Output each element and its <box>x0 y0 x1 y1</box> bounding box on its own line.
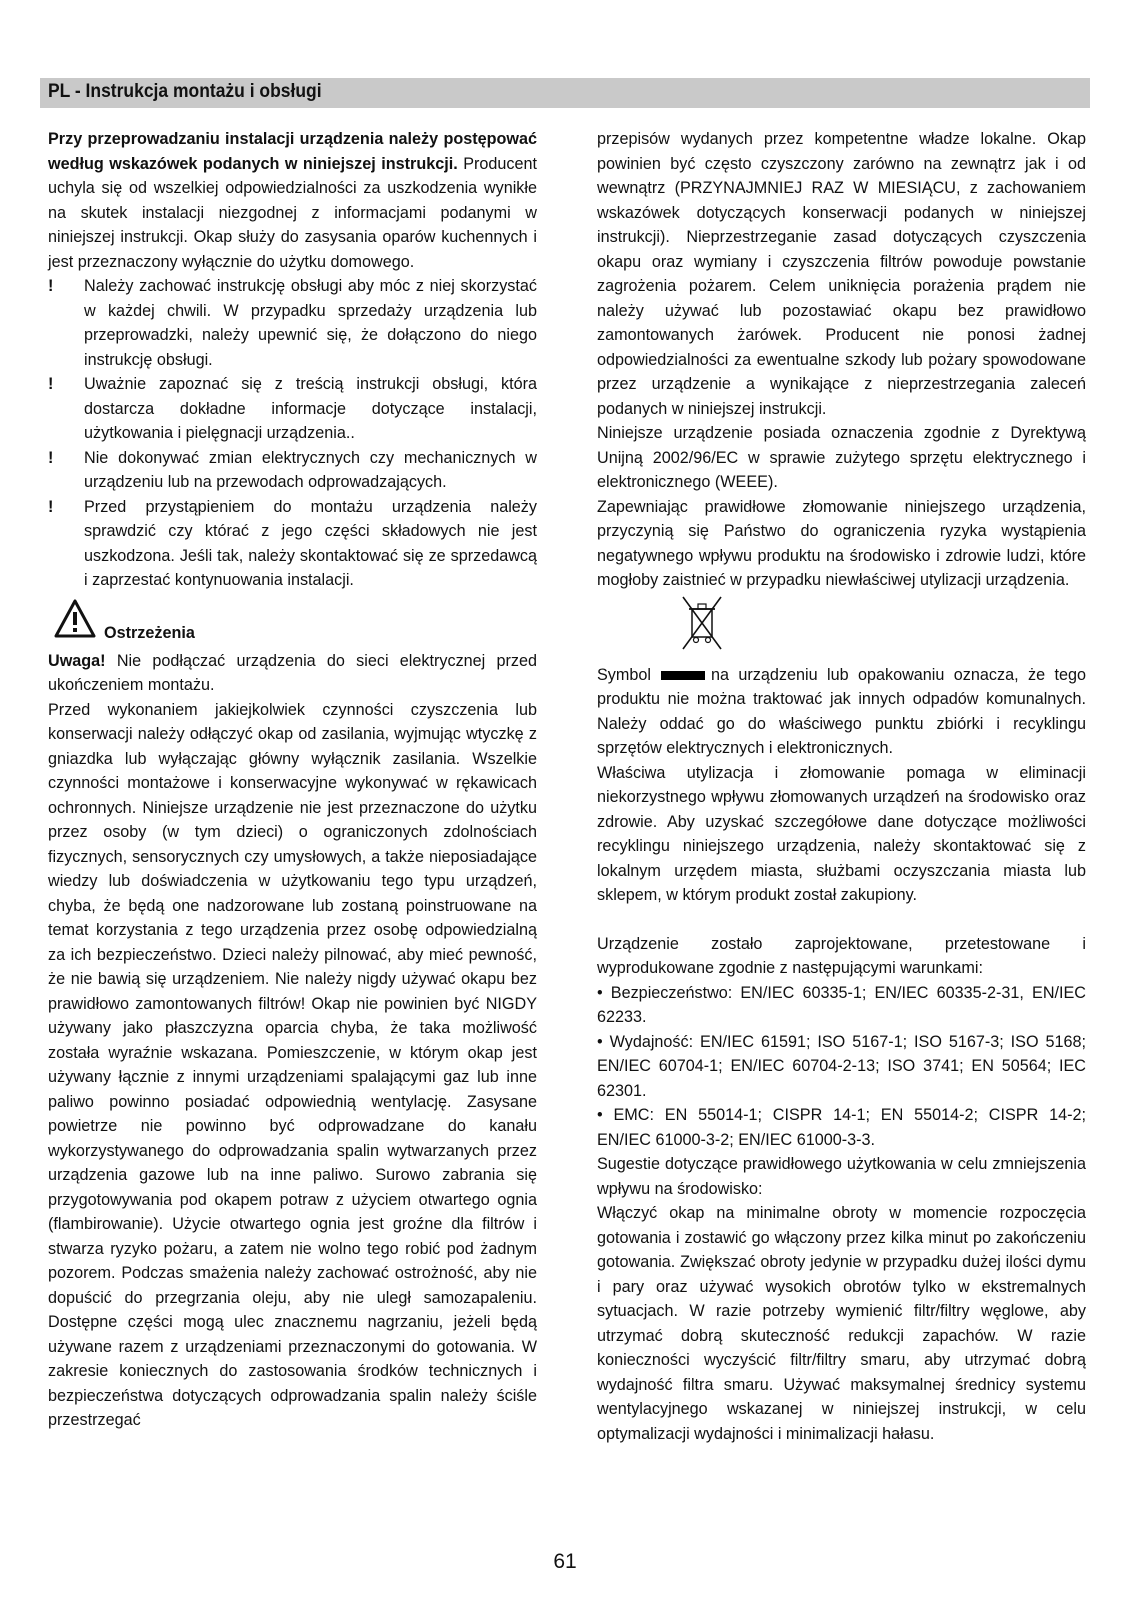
weee-paragraph: Niniejsze urządzenie posiada oznaczenia zgodnie z Dyrektywą Unijną 2002/96/EC w sprawie zużytego sprzętu elektrycznego i elektronicznego (WEEE). <box>597 424 1086 491</box>
bullet-item <box>48 446 537 495</box>
bullet-text: Przed przystąpieniem do montażu urządzenia należy sprawdzić czy którać z jego części składowych nie jest uszkodzona. Jeśli tak, należy skontaktować się ze sprzedawcą i zaprzestać kontynuowania instalacji. <box>84 497 537 589</box>
eco-suggestions-text: Włączyć okap na minimalne obroty w momencie rozpoczęcia gotowania i zostawić go włączony przez kilka minut po zakończeniu gotowania. Zwiększać obroty jedynie w przypadku dużej ilości dymu i pary oraz używać wysokich obrotów tylko w ekstremalnych sytuacjach. W razie potrzeby wymienić filtr/filtry węglowe, aby utrzymać dobrą skuteczność redukcji zapachów. W razie konieczności wyczyścić filtr/filtry smaru, aby utrzymać dobrą wydajność filtra smaru. Używać maksymalnej średnicy systemu wentylacyjnego wskazanej w niniejszej instrukcji, w celu optymalizacji wydajności i minimalizacji hałasu. <box>597 1204 1086 1443</box>
uwaga-paragraph <box>48 649 537 698</box>
warnings-body: Przed wykonaniem jakiejkolwiek czynności czyszczenia lub konserwacji należy odłączyć okap od zasilania, wyjmując wtyczkę z gniazdka lub wyłączając główny wyłącznik zasilania. Wszelkie czynności montażowe i konserwacyjne wykonywać w rękawicach ochronnych. Niniejsze urządzenie nie jest przeznaczone do użytku przez osoby (w tym dzieci) o ograniczonych zdolnościach fizycznych, sensorycznych czy umysłowych, a także nieposiadające wiedzy lub doświadczenia w użytkowaniu tego typu urządzeń, chyba, że będą one nadzorowane lub zostaną poinstruowane na temat korzystania z tego urządzenia przez osobę odpowiedzialną za ich bezpieczeństwo. Dzieci należy pilnować, aby mieć pewność, że nie bawią się urządzeniem. Nie należy nigdy używać okapu bez prawidłowo zamontowanych filtrów! Okap nie powinien być NIGDY używany jako płaszczyzna oparcia chyba, że taka możliwość została wyraźnie wskazana. Pomieszczenie, w którym okap jest używany łącznie z innymi urządzeniami spalającymi gaz lub inne paliwo powinno posiadać odpowiednią wentylację. Zasysane powietrze nie powinno być odprowadzane do kanału wykorzystywanego do odprowadzania spalin wytwarzanych przez urządzenia gazowe lub na inne paliwo. Surowo zabrania się przygotowywania pod okapem potraw z użyciem otwartego ognia (flambirowanie). Użycie otwartego ognia jest groźne dla filtrów i stwarza ryzyko pożaru, a zatem nie wolno tego robić pod żadnym pozorem. Podczas smażenia należy zachować ostrożność, aby nie dopuścić do przegrzania oleju, aby nie uległ samozapaleniu. Dostępne części mogą ulec znacznemu nagrzaniu, jeżeli będą używane razem z urządzeniami przeznaczonymi do gotowania. W zakresie koniecznych do zastosowania środków technicznych i bezpieczeństwa dotyczących odprowadzania spalin należy ściśle przestrzegać <box>48 700 537 1429</box>
page-number: 61 <box>553 1550 577 1573</box>
symbol-text: na urządzeniu lub opakowaniu oznacza, że tego produktu nie można traktować jak innych odpadów komunalnych. Należy oddać go do właściwego punktu zbiórki i recyklingu sprzętów elektrycznych i elektronicznych. <box>597 665 1086 757</box>
warnings-title: Ostrzeżenia <box>104 623 195 642</box>
page-title: PL - Instrukcja montażu i obsługi <box>48 81 322 102</box>
intro-bold-text: Przy przeprowadzaniu instalacji urządzenia należy postępować według wskazówek podanych w niniejszej instrukcji. <box>48 130 537 173</box>
conformity-paragraph: Urządzenie zostało zaprojektowane, przetestowane i wyprodukowane zgodnie z następującymi warunkami: <box>597 934 1086 977</box>
uwaga-label: Uwaga! <box>48 651 106 670</box>
bullet-text: Nie dokonywać zmian elektrycznych czy mechanicznych w urządzeniu lub na przewodach odprowadzających. <box>84 448 537 491</box>
symbol-paragraph <box>597 663 1086 761</box>
crossed-out-bin-icon <box>679 595 725 655</box>
exclamation-mark: ! <box>48 497 54 516</box>
spacer <box>597 908 1086 932</box>
disposal-paragraph: Zapewniając prawidłowe złomowanie niniejszego urządzenia, przyczynią się Państwo do ograniczenia ryzyka wystąpienia negatywnego wpływu produktu na środowisko i zdrowie ludzi, które mogłoby zaistnieć w przypadku niewłaściwej utylizacji urządzenia. <box>597 497 1086 589</box>
recycling-paragraph: Właściwa utylizacja i złomowanie pomaga w eliminacji niekorzystnego wpływu złomowanych urządzeń na środowisko oraz zdrowie. Aby uzyskać szczegółowe dane dotyczące możliwości recyklingu niniejszego urządzenia, należy skontaktować się z lokalnym urzędem miasta, służbami oczyszczania miasta lub sklepem, w którym produkt został zakupiony. <box>597 763 1086 904</box>
exclamation-mark: ! <box>48 277 54 295</box>
warning-triangle-icon <box>54 599 96 639</box>
eco-suggestions-heading: Sugestie dotyczące prawidłowego użytkowania w celu zmniejszenia wpływu na środowisko: <box>597 1155 1086 1198</box>
bullet-item <box>48 372 537 446</box>
intro-text: Producent uchyla się od wszelkiej odpowiedzialności za uszkodzenia wynikłe na skutek instalacji niezgodnej z informacjami podanymi w niniejszej instrukcji. Okap służy do zasysania oparów kuchennych i jest przeznaczony wyłącznie do użytku domowego. <box>48 154 537 271</box>
bullet-item <box>48 495 537 593</box>
maintenance-paragraph: przepisów wydanych przez kompetentne władze lokalne. Okap powinien być często czyszczony zarówno na zewnątrz jak i od wewnątrz (PRZYNAJMNIEJ RAZ W MIESIĄCU, z zachowaniem wskazówek dotyczących konserwacji podanych w niniejszej instrukcji). Nieprzestrzeganie zasad dotyczących czyszczenia okapu oraz wymiany i czyszczenia filtrów powoduje powstanie zagrożenia pożarem. Celem uniknięcia porażenia prądem nie należy używać lub pozostawiać okapu bez prawidłowo zamontowanych żarówek. Producent nie ponosi żadnej odpowiedzialności za ewentualne szkody lub pożary spowodowane przez urządzenie a wynikające z nieprzestrzegania zaleceń podanych w niniejszej instrukcji. <box>597 130 1086 418</box>
standard-item: • EMC: EN 55014-1; CISPR 14-1; EN 55014-2; CISPR 14-2; EN/IEC 61000-3-2; EN/IEC 61000-3-3. <box>597 1106 1086 1149</box>
uwaga-text: Nie podłączać urządzenia do sieci elektrycznej przed ukończeniem montażu. <box>48 651 537 694</box>
right-column <box>597 127 1086 1446</box>
exclamation-mark: ! <box>48 375 54 393</box>
exclamation-mark: ! <box>48 448 54 467</box>
weee-symbol-block <box>597 593 1086 663</box>
symbol-word: Symbol <box>597 665 651 684</box>
left-column <box>48 127 537 1433</box>
standard-item: • Wydajność: EN/IEC 61591; ISO 5167-1; ISO 5167-3; ISO 5168; EN/IEC 60704-1; EN/IEC 60704-2-13; ISO 3741; EN 50564; IEC 62301. <box>597 1032 1086 1100</box>
warnings-heading <box>48 599 537 649</box>
bullet-text: Uważnie zapoznać się z treścią instrukcji obsługi, która dostarcza dokładne informacje dotyczące instalacji, użytkowania i pielęgnacji urządzenia.. <box>84 375 537 442</box>
black-bar-symbol-icon <box>661 671 705 680</box>
bullet-text: Należy zachować instrukcję obsługi aby móc z niej skorzystać w każdej chwili. W przypadku sprzedaży urządzenia lub przeprowadzki, należy upewnić się, że dołączono do niego instrukcję obsługi. <box>84 277 537 369</box>
section-header-bar <box>40 78 1090 108</box>
intro-paragraph <box>48 127 537 274</box>
standard-item: • Bezpieczeństwo: EN/IEC 60335-1; EN/IEC 60335-2-31, EN/IEC 62233. <box>597 983 1086 1026</box>
bullet-item <box>48 274 537 372</box>
